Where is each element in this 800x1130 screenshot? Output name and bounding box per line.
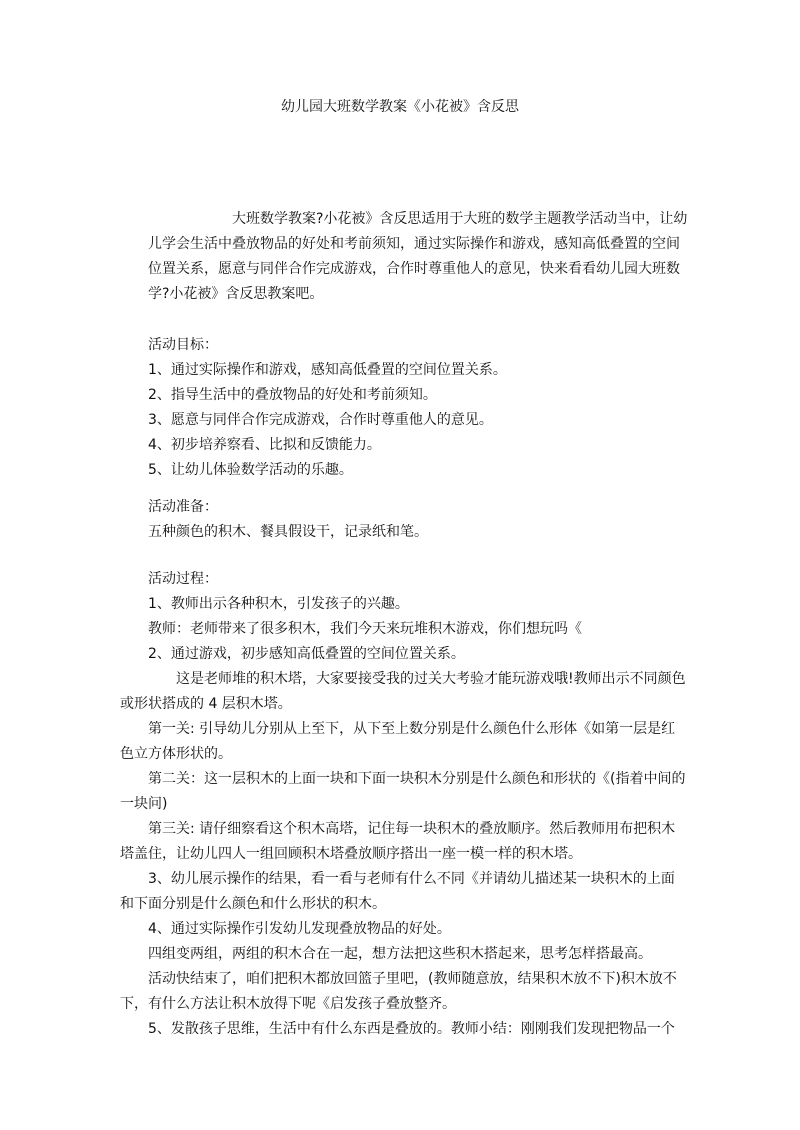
process-paragraph: 1、教师出示各种积木，引发孩子的兴趣。	[148, 596, 409, 612]
process-paragraph: 教师：老师带来了很多积木，我们今天来玩堆积木游戏，你们想玩吗《	[148, 621, 582, 637]
document-title: 幼儿园大班数学教案《小花被》含反思	[281, 99, 519, 115]
process-paragraph: 第三关: 请仔细察看这个积木高塔，记住每一块积木的叠放顺序。然后教师用布把积木塔盖住，让幼儿四人一组回顾积木塔叠放顺序搭出一座一模一样的积木塔。	[120, 821, 676, 862]
goal-item: 3、愿意与同伴合作完成游戏，合作时尊重他人的意见。	[148, 412, 493, 428]
goal-item: 2、指导生活中的叠放物品的好处和考前须知。	[148, 387, 437, 403]
process-paragraph: 4、通过实际操作引发幼儿发现叠放物品的好处。	[148, 921, 451, 937]
process-paragraph: 5、发散孩子思维，生活中有什么东西是叠放的。教师小结：刚刚我们发现把物品一个	[148, 1021, 675, 1037]
process-heading: 活动过程：	[148, 571, 218, 587]
goals-heading: 活动目标：	[148, 337, 218, 353]
intro-paragraph: 大班数学教案?小花被》含反思适用于大班的数学主题教学活动当中，让幼儿学会生活中叠放物品的好处和考前须知，通过实际操作和游戏，感知高低叠置的空间位置关系，愿意与同伴合作完成游戏，合作时尊重他人的意见，快来看看幼儿园大班数学?小花被》含反思教案吧。	[148, 211, 688, 302]
activity-process-section	[120, 567, 688, 1042]
process-paragraph: 2、通过游戏，初步感知高低叠置的空间位置关系。	[148, 646, 465, 662]
process-paragraph: 四组变两组，两组的积木合在一起，想方法把这些积木搭起来，思考怎样搭最高。	[148, 946, 652, 962]
process-paragraph: 第一关: 引导幼儿分别从上至下，从下至上数分别是什么颜色什么形体《如第一层是红色立方体形状的。	[120, 721, 676, 762]
goal-item: 1、通过实际操作和游戏，感知高低叠置的空间位置关系。	[148, 362, 507, 378]
process-paragraph: 第二关：这一层积木的上面一块和下面一块积木分别是什么颜色和形状的《(指着中间的一块问)	[120, 771, 686, 812]
goal-item: 5、让幼儿体验数学活动的乐趣。	[148, 462, 353, 478]
process-paragraph: 3、幼儿展示操作的结果，看一看与老师有什么不同《并请幼儿描述某一块积木的上面和下面分别是什么颜色和什么形状的积木。	[120, 871, 675, 912]
prep-heading: 活动准备：	[148, 499, 218, 515]
goal-item: 4、初步培养察看、比拟和反馈能力。	[148, 437, 381, 453]
prep-text: 五种颜色的积木、餐具假设干，记录纸和笔。	[148, 524, 428, 540]
activity-goals-section	[148, 333, 688, 483]
process-paragraph: 这是老师堆的积木塔，大家要接受我的过关大考验才能玩游戏哦!教师出示不同颜色或形状搭成的 4 层积木塔。	[120, 671, 686, 712]
activity-prep-section	[148, 495, 688, 545]
process-paragraph: 活动快结束了，咱们把积木都放回篮子里吧，(教师随意放，结果积木放不下)积木放不下，有什么方法让积木放得下呢《启发孩子叠放整齐。	[120, 971, 677, 1012]
